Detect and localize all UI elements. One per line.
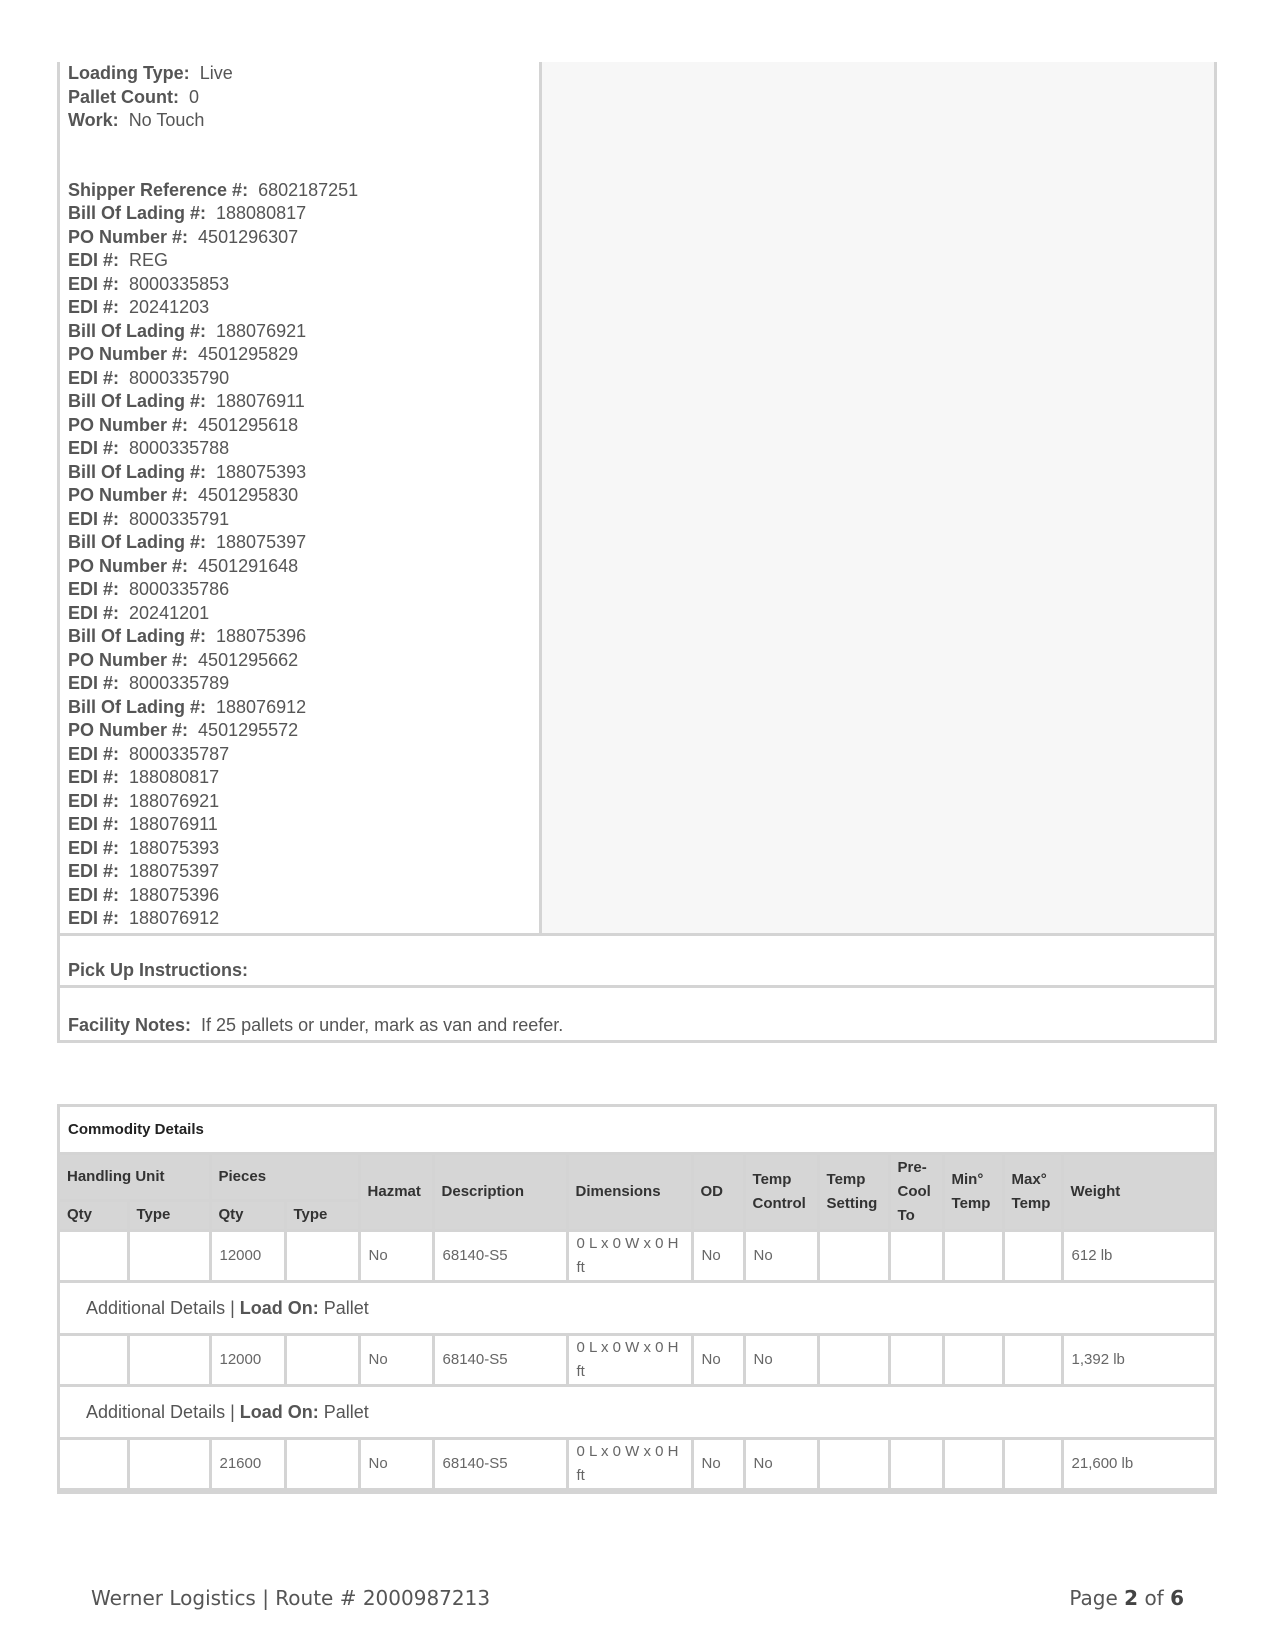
commodity-row: [60, 1230, 1214, 1281]
header-precool: Pre-Cool To: [889, 1155, 943, 1230]
field-value: 4501296307: [198, 226, 299, 247]
header-pc-type: Type: [285, 1200, 359, 1230]
cell-description: 68140-S5: [433, 1438, 567, 1489]
field-value: 188076911: [129, 814, 218, 834]
stop-references-column: [60, 62, 542, 933]
field-label: PO Number #:: [68, 344, 189, 364]
field-row: [68, 109, 539, 133]
commodity-table: [60, 1155, 1214, 1491]
additional-details-label: Additional Details: [86, 1401, 226, 1422]
commodity-title: Commodity Details: [60, 1107, 1214, 1155]
footer-page-number: [1069, 1586, 1184, 1610]
field-label: EDI #:: [68, 908, 120, 928]
cell-hazmat: No: [359, 1230, 433, 1281]
field-label: PO Number #:: [68, 485, 189, 505]
commodity-row: [60, 1438, 1214, 1489]
field-row: [68, 367, 539, 391]
field-row: [68, 86, 539, 110]
cell-pc-qty: 12000: [210, 1230, 285, 1281]
field-row: [68, 743, 539, 767]
header-temp-control: Temp Control: [744, 1155, 818, 1230]
header-pc-qty: Qty: [210, 1200, 285, 1230]
field-value: 188076921: [129, 790, 220, 811]
page-current: 2: [1124, 1586, 1139, 1610]
field-value: 8000335787: [129, 743, 230, 764]
facility-notes-label: Facility Notes:: [68, 1014, 192, 1035]
field-value: 8000335790: [129, 367, 230, 388]
field-label: PO Number #:: [68, 649, 189, 670]
cell-weight: 612 lb: [1062, 1230, 1214, 1281]
cell-hu-type: [128, 1438, 210, 1489]
header-description: Description: [433, 1155, 567, 1230]
field-row: [68, 62, 539, 86]
cell-pc-qty: 12000: [210, 1334, 285, 1385]
cell-hu-type: [128, 1334, 210, 1385]
header-max-temp: Max° Temp: [1003, 1155, 1062, 1230]
cell-dimensions: 0 L x 0 W x 0 H ft: [567, 1334, 692, 1385]
field-value: 6802187251: [258, 179, 359, 200]
facility-notes: [60, 988, 1214, 1040]
field-label: PO Number #:: [68, 414, 189, 435]
field-row: [68, 813, 539, 837]
field-value: 4501295618: [198, 414, 299, 435]
field-label: Loading Type:: [68, 63, 190, 83]
field-label: EDI #:: [68, 273, 120, 294]
field-value: 4501291648: [198, 555, 299, 576]
field-row: [68, 202, 539, 226]
field-value: 8000335789: [129, 673, 230, 693]
cell-weight: 21,600 lb: [1062, 1438, 1214, 1489]
cell-hazmat: No: [359, 1334, 433, 1385]
field-value: 20241201: [129, 602, 210, 623]
field-value: 188075393: [129, 837, 220, 858]
stop-header-fields: [68, 62, 539, 133]
page-of: of: [1144, 1586, 1164, 1610]
stop-details-box: [57, 62, 1217, 1043]
commodity-row: [60, 1334, 1214, 1385]
cell-max-temp: [1003, 1438, 1062, 1489]
cell-min-temp: [943, 1438, 1003, 1489]
cell-hu-type: [128, 1230, 210, 1281]
page-total: 6: [1170, 1586, 1184, 1610]
field-value: 188075397: [129, 861, 220, 881]
field-row: [68, 320, 539, 344]
field-value: 188076912: [216, 696, 307, 717]
field-row: [68, 602, 539, 626]
cell-min-temp: [943, 1230, 1003, 1281]
header-weight: Weight: [1062, 1155, 1214, 1230]
field-row: [68, 343, 539, 367]
additional-details-row: Additional Details | Load On: Pallet: [60, 1281, 1214, 1334]
field-label: EDI #:: [68, 508, 120, 529]
field-row: [68, 508, 539, 532]
field-row: [68, 672, 539, 696]
field-label: EDI #:: [68, 814, 120, 834]
cell-od: No: [692, 1334, 744, 1385]
field-label: PO Number #:: [68, 226, 189, 247]
field-value: 4501295572: [198, 720, 299, 740]
cell-description: 68140-S5: [433, 1334, 567, 1385]
field-value: 188075396: [216, 626, 307, 646]
cell-pc-qty: 21600: [210, 1438, 285, 1489]
field-value: 188075397: [216, 532, 307, 552]
field-value: 0: [189, 86, 200, 107]
facility-notes-value: If 25 pallets or under, mark as van and reefer.: [201, 1014, 564, 1035]
field-label: Shipper Reference #:: [68, 179, 249, 200]
header-min-temp: Min° Temp: [943, 1155, 1003, 1230]
field-row: [68, 179, 539, 203]
cell-od: No: [692, 1230, 744, 1281]
field-row: [68, 296, 539, 320]
stop-blank-panel: [542, 62, 1214, 933]
header-hu-qty: Qty: [60, 1200, 128, 1230]
cell-hazmat: No: [359, 1438, 433, 1489]
field-row: [68, 484, 539, 508]
field-row: [68, 273, 539, 297]
cell-min-temp: [943, 1334, 1003, 1385]
field-label: Bill Of Lading #:: [68, 391, 206, 411]
cell-temp-setting: [818, 1230, 889, 1281]
cell-weight: 1,392 lb: [1062, 1334, 1214, 1385]
field-row: [68, 860, 539, 884]
field-label: Bill Of Lading #:: [68, 320, 206, 341]
stop-reference-fields: [68, 179, 539, 931]
field-label: EDI #:: [68, 790, 120, 811]
load-on-value: Pallet: [323, 1401, 369, 1422]
cell-hu-qty: [60, 1230, 128, 1281]
cell-temp-control: No: [744, 1230, 818, 1281]
field-label: EDI #:: [68, 673, 120, 693]
cell-temp-control: No: [744, 1334, 818, 1385]
field-value: 188080817: [129, 767, 220, 787]
field-label: EDI #:: [68, 250, 120, 270]
field-value: 188076911: [216, 391, 305, 411]
field-label: EDI #:: [68, 743, 120, 764]
field-label: EDI #:: [68, 767, 120, 787]
field-row: [68, 766, 539, 790]
footer-route: Werner Logistics | Route # 2000987213: [91, 1586, 491, 1610]
cell-od: No: [692, 1438, 744, 1489]
field-label: Pallet Count:: [68, 86, 179, 107]
cell-precool: [889, 1438, 943, 1489]
commodity-details: [57, 1104, 1217, 1494]
field-value: 4501295662: [198, 649, 299, 670]
commodity-rows: [60, 1230, 1214, 1489]
cell-temp-control: No: [744, 1438, 818, 1489]
field-label: EDI #:: [68, 602, 120, 623]
additional-details-label: Additional Details: [86, 1297, 226, 1318]
field-row: [68, 555, 539, 579]
cell-pc-type: [285, 1334, 359, 1385]
cell-precool: [889, 1230, 943, 1281]
field-row: [68, 837, 539, 861]
field-value: No Touch: [128, 110, 205, 130]
field-value: 188075396: [129, 884, 220, 905]
cell-pc-type: [285, 1230, 359, 1281]
header-temp-setting: Temp Setting: [818, 1155, 889, 1230]
pickup-instructions-label: Pick Up Instructions:: [68, 959, 249, 980]
cell-temp-setting: [818, 1438, 889, 1489]
field-row: [68, 531, 539, 555]
load-on-label: Load On:: [239, 1297, 319, 1318]
cell-temp-setting: [818, 1334, 889, 1385]
field-value: 8000335788: [129, 438, 230, 458]
field-label: EDI #:: [68, 579, 120, 599]
field-label: Bill Of Lading #:: [68, 696, 206, 717]
field-row: [68, 790, 539, 814]
field-value: 20241203: [129, 297, 210, 317]
header-handling-unit: Handling Unit: [60, 1155, 210, 1200]
field-value: 4501295830: [198, 485, 299, 505]
field-row: [68, 907, 539, 931]
cell-hu-qty: [60, 1438, 128, 1489]
field-row: [68, 884, 539, 908]
field-label: EDI #:: [68, 297, 120, 317]
field-label: PO Number #:: [68, 555, 189, 576]
header-pieces: Pieces: [210, 1155, 359, 1200]
field-row: [68, 578, 539, 602]
cell-max-temp: [1003, 1230, 1062, 1281]
field-value: 4501295829: [198, 344, 299, 364]
field-value: 8000335791: [129, 508, 230, 529]
field-row: [68, 719, 539, 743]
field-label: EDI #:: [68, 861, 120, 881]
field-value: Live: [199, 63, 233, 83]
header-dimensions: Dimensions: [567, 1155, 692, 1230]
cell-max-temp: [1003, 1334, 1062, 1385]
header-hu-type: Type: [128, 1200, 210, 1230]
field-row: [68, 437, 539, 461]
load-on-label: Load On:: [239, 1401, 319, 1422]
load-on-value: Pallet: [323, 1297, 369, 1318]
page-prefix: Page: [1069, 1586, 1118, 1610]
field-label: Work:: [68, 110, 119, 130]
field-label: EDI #:: [68, 884, 120, 905]
field-value: 188076912: [129, 908, 220, 928]
field-label: Bill Of Lading #:: [68, 203, 206, 223]
field-value: 188080817: [216, 203, 307, 223]
field-row: [68, 390, 539, 414]
field-row: [68, 696, 539, 720]
cell-pc-type: [285, 1438, 359, 1489]
additional-details-row: Additional Details | Load On: Pallet: [60, 1385, 1214, 1438]
cell-description: 68140-S5: [433, 1230, 567, 1281]
field-row: [68, 249, 539, 273]
field-value: 188076921: [216, 320, 307, 341]
field-label: Bill Of Lading #:: [68, 626, 206, 646]
field-row: [68, 414, 539, 438]
field-row: [68, 461, 539, 485]
field-label: Bill Of Lading #:: [68, 532, 206, 552]
stop-details-top: [60, 62, 1214, 936]
header-od: OD: [692, 1155, 744, 1230]
pickup-instructions: [60, 936, 1214, 988]
field-row: [68, 649, 539, 673]
field-value: REG: [129, 250, 169, 270]
field-label: EDI #:: [68, 837, 120, 858]
field-label: EDI #:: [68, 367, 120, 388]
field-label: Bill Of Lading #:: [68, 461, 206, 482]
cell-dimensions: 0 L x 0 W x 0 H ft: [567, 1230, 692, 1281]
cell-hu-qty: [60, 1334, 128, 1385]
header-hazmat: Hazmat: [359, 1155, 433, 1230]
cell-dimensions: 0 L x 0 W x 0 H ft: [567, 1438, 692, 1489]
field-label: EDI #:: [68, 438, 120, 458]
field-row: [68, 226, 539, 250]
field-row: [68, 625, 539, 649]
cell-precool: [889, 1334, 943, 1385]
field-value: 8000335853: [129, 273, 230, 294]
field-label: PO Number #:: [68, 720, 189, 740]
field-value: 8000335786: [129, 579, 230, 599]
field-value: 188075393: [216, 461, 307, 482]
